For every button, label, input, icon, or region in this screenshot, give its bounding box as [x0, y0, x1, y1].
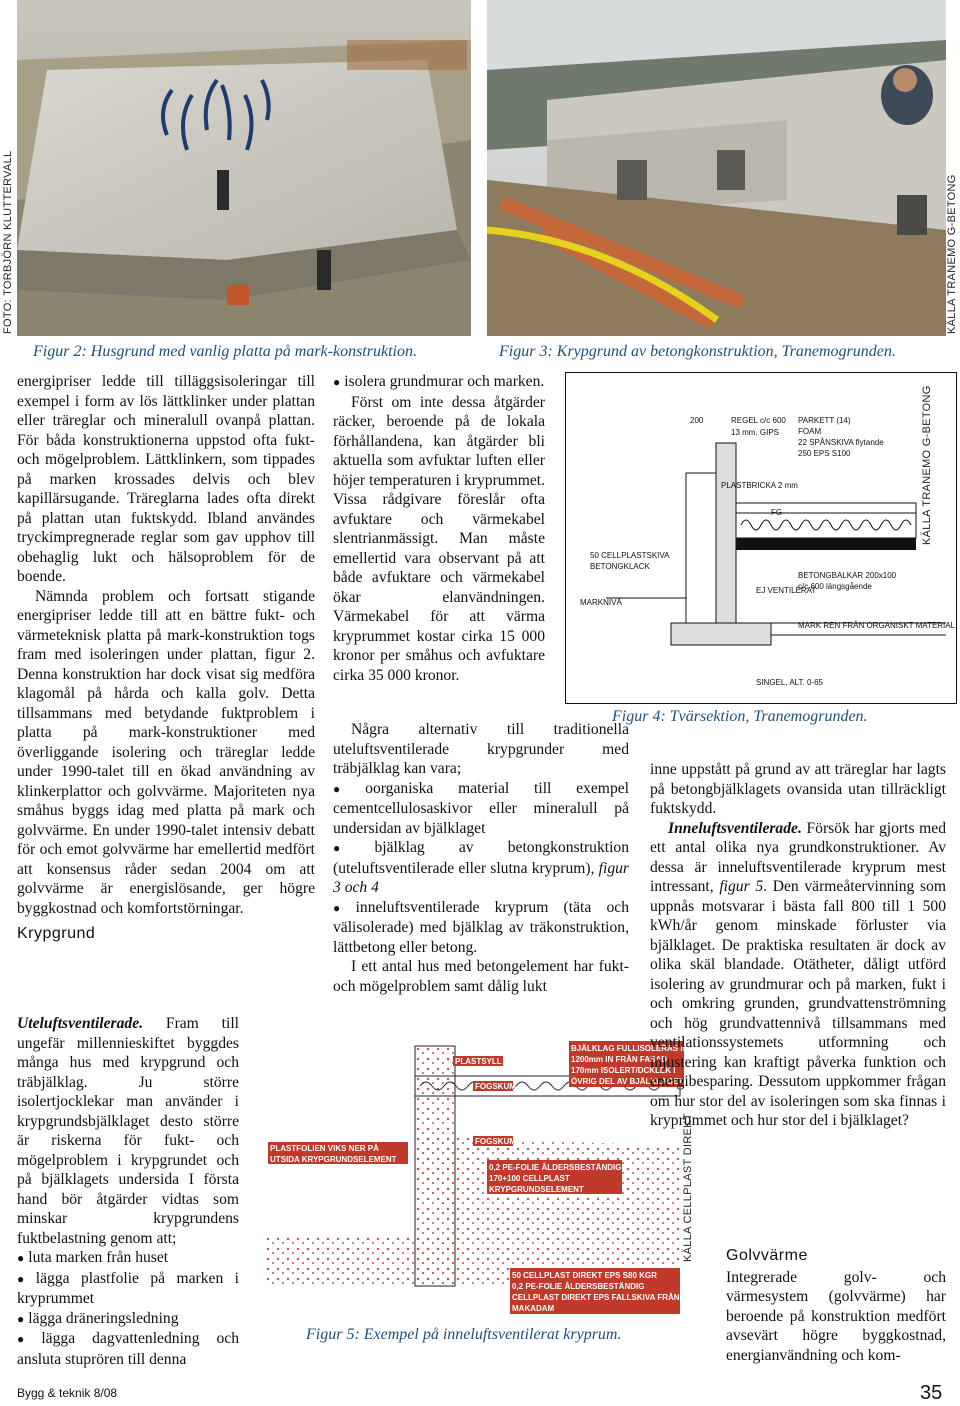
bullet-item: ● lägga dräneringsledning [17, 1309, 239, 1330]
photo-crawlspace-concrete [487, 0, 946, 336]
caption-fig2: Figur 2: Husgrund med vanlig platta på mark-konstruktion. [33, 343, 417, 360]
fig4-label-betongklack: BETONGKLACK [590, 562, 650, 571]
text-column-1 [17, 372, 315, 946]
fig4-label-parkett: PARKETT (14) [798, 416, 851, 425]
fig5-label-bjalklag3: 170mm ISOLERT/DCKLEK I [571, 1066, 676, 1075]
fig5-label-plastfolien1: PLASTFOLIEN VIKS NER PÅ [270, 1144, 379, 1153]
bullet-item: ● inneluftsventilerade kryprum (täta och välisolerade) med bjälklag av träkonstruktion, lättbetong eller betong. [333, 898, 629, 958]
fig4-label-eps: 250 EPS S100 [798, 449, 851, 458]
bullet-item: ● lägga plastfolie på marken i kryprummet [17, 1269, 239, 1309]
runin-uteluft: Uteluftsventilerade. [17, 1015, 144, 1032]
fig5-label-bottom4: MAKADAM [512, 1304, 555, 1313]
footer-journal: Bygg & teknik 8/08 [17, 1386, 118, 1400]
fig4-label-regel: REGEL c/c 600 [731, 416, 786, 425]
bullet-item: ● bjälklag av betongkonstruktion (uteluftsventilerade eller slutna kryprum), figur 3 och 4 [333, 838, 629, 898]
fig4-label-plastbricka: PLASTBRICKA 2 mm [721, 481, 798, 490]
text-column-3 [650, 760, 946, 1131]
fig4-label-markniva: MARKNIVÅ [580, 598, 622, 607]
fig4-label-gips: 13 mm. GIPS [731, 428, 780, 437]
paragraph: Nämnda problem och fortsatt stigande energipriser ledde till att en bättre fukt- och värmeteknisk platta på mark-konstruktion togs fram med isoleringen under plattan, figur 2. Denna konstruktion har dock visat sig medföra klagomål på hårda och kalla golv. Detta tillsammans med betydande fuktproblem i platta på mark-konstruktioner med överliggande isolering och träreglar ledde under 1990-talet till en ökad användning av klinkerplattor och golvvärme. Majoriteten nya småhus byggs idag med platta på mark och golvvärme. En under 1990-talet intensiv debatt för och emot golvvärme har emellertid medfört att konsensus råder sedan 2004 om att golvvärme är energislösande, ger högre byggkostnad och komfortstörningar. [17, 587, 315, 917]
caption-fig3: Figur 3: Krypgrund av betongkonstruktion, Tranemogrunden. [499, 343, 896, 360]
fig5-label-pefolie1: 0,2 PE-FOLIE ÅLDERSBESTÄNDIG [489, 1163, 622, 1172]
fig5-label-plastsyll: PLASTSYLL [455, 1057, 502, 1066]
figure-4-cross-section [565, 372, 957, 704]
page-number: 35 [920, 1382, 943, 1404]
fig4-label-200: 200 [690, 416, 704, 425]
paragraph: Först om inte dessa åtgärder räcker, beroende på de lokala förhållandena, kan åtgärder bli aktuella som avfuktar luften eller höjer temperaturen i kryprummet. Vissa rådgivare föreslår ofta avfuktare och värmekabel slentrianmässigt. Man måste emellertid vara observant på att både avfuktare och värmekabel ökar elanvändningen. Värmekabel för att värma kryprummet kostar cirka 15 000 kronor per småhus och avfuktare cirka 35 000 kronor. [333, 393, 545, 684]
text-column-1-lower [17, 1014, 239, 1369]
text-column-2-lower [333, 720, 629, 996]
fig4-label-singel: SINGEL, ALT. 0-65 [756, 678, 823, 687]
fig5-label-fogskum2: FOGSKUM [475, 1137, 516, 1146]
caption-fig4: Figur 4: Tvärsektion, Tranemogrunden. [612, 708, 868, 725]
paragraph: inne uppstått på grund av att träreglar har lagts på betongbjälklagets ovansida utan tillräckligt fuktskydd. [650, 761, 946, 817]
fig5-label-pefolie2: 170+100 CELLPLAST [489, 1174, 570, 1183]
paragraph: energipriser ledde till tilläggsisoleringar till exempel i form av lös lättklinker under plattan eller träreglar och mineralull ovanpå plattan. För båda konstruktionerna uppstod ofta fukt- och mögelproblem. Lättklinkern, som tippades på marken krossades delvis och blev kapillärsugande. Träreglarna lades ofta direkt på plattan utan fuktskydd. Ibland användes tryckimpregnerade reglar som gav upphov till obehaglig lukt och hälsoproblem för de boende. [17, 373, 315, 585]
bullet-item: ● luta marken från huset [17, 1248, 239, 1269]
paragraph: Uteluftsventilerade. Fram till ungefär millennieskiftet byggdes många hus med krypgrund och träbjälklag. Ju större isolertjocklekar man använder i krypgrundsbjälklaget desto större är riskerna för fukt- och mögelproblem i krypgrundet och på bjälklagets undersida I första hand bör åtgärder vidtas som minskar krypgrundens fuktbelastning genom att; [17, 1015, 239, 1247]
text-column-3-lower [726, 1240, 946, 1365]
paragraph: Några alternativ till traditionella uteluftsventilerade krypgrunder med träbjälklag kan vara; [333, 721, 629, 777]
fig4-label-fg: FG [771, 508, 783, 517]
fig5-label-bjalklag4: ÖVRIG DEL AV BJÄLKLAGET [571, 1077, 684, 1086]
fig5-credit: KÄLLA CELLPLAST DIREKT [682, 1113, 694, 1262]
fig5-label-pefolie3: KRYPGRUNDSELEMENT [489, 1185, 584, 1194]
caption-fig5: Figur 5: Exempel på inneluftsventilerat kryprum. [306, 1326, 622, 1343]
bullet-item: ● isolera grundmurar och marken. [333, 372, 545, 393]
fig4-label-foam: FOAM [798, 427, 822, 436]
fig4-label-langsgaende: c/c 600 längsgående [798, 582, 872, 591]
fig4-label-betongbalkar: BETONGBALKAR 200x100 [798, 571, 897, 580]
heading-golvvarme: Golvvärme [726, 1247, 808, 1264]
photo-credit-left: FOTO: TORBJÖRN KLUTTERVALL [2, 150, 14, 334]
fig4-label-spanskiva: 22 SPÅNSKIVA flytande [798, 438, 884, 447]
fig4-label-mark-ren: MARK REN FRÅN ORGANISKT MATERIAL [798, 621, 956, 630]
bullet-item: ● lägga dagvattenledning och ansluta stuprören till denna [17, 1329, 239, 1369]
fig5-label-bottom2: 0,2 PE-FOLIE ÅLDERSBESTÄNDIG [512, 1282, 645, 1291]
fig5-label-fogskum1: FOGSKUM [475, 1082, 516, 1091]
photo-slab-foundation [17, 0, 471, 336]
paragraph: Integrerade golv- och värmesystem (golvvärme) har berоende på konstruktion medfört avsevärt högre byggkostnad, energianvändning och kom- [726, 1268, 946, 1364]
photo-credit-right: KÄLLA TRANEMO G-BETONG [946, 174, 958, 334]
fig5-label-bjalklag1: BJÄLKLAG FULLISOLERAS max [571, 1044, 697, 1053]
runin-inneluft: Inneluftsventilerade. [668, 819, 802, 837]
fig5-label-bottom1: 50 CELLPLAST DIREKT EPS S80 KGR [512, 1271, 657, 1280]
paragraph: I ett antal hus med betongelement har fukt- och mögelproblem samt dålig lukt [333, 958, 629, 995]
bullet-item: ● oorganiska material till exempel cementcellulosaskivor eller mineralull på undersidan av bjälklaget [333, 779, 629, 839]
fig4-label-ventilerat: EJ VENTILERAT [756, 586, 817, 595]
fig4-credit: KÄLLA TRANEMO G-BETONG [921, 385, 933, 545]
fig5-label-plastfolien2: UTSIDA KRYPGRUNDSELEMENT [270, 1155, 397, 1164]
fig5-label-bottom3: CELLPLAST DIREKT EPS FALLSKIVA FRÅN 200mm [512, 1293, 710, 1302]
fig5-label-bjalklag2: 1200mm IN FRÅN FASAD, [571, 1055, 670, 1064]
heading-krypgrund: Krypgrund [17, 925, 96, 942]
paragraph: Inneluftsventilerade. Försök har gjorts med ett antal olika nya grundkonstruktioner. Av dessa är inneluftsventilerade kryprum mest intressant, figur 5. Den värmeåtervinning som uppnås motsvarar i bästa fall 800 till 1 500 kWh/år genom minskade förluster via bjälklaget. De praktiska resultaten är dock av olika skäl blandade. Otätheter, dåligt utförd isolering av grundmurar och på marken, fukt i och omkring grunden, grundvattenströmning och hög grundvattennivå tillsammans med ventilationssystemets utformning och injustering kan kraftigt påverka funktion och energibesparing. Dessutom uppkommer frågan om hur stor del av isoleringen som ska finnas i kryprummet och hur stor del i bjälklaget? [650, 819, 947, 1129]
text-column-2 [333, 372, 545, 685]
fig4-label-cellplastskiva: 50 CELLPLASTSKIVA [590, 551, 670, 560]
